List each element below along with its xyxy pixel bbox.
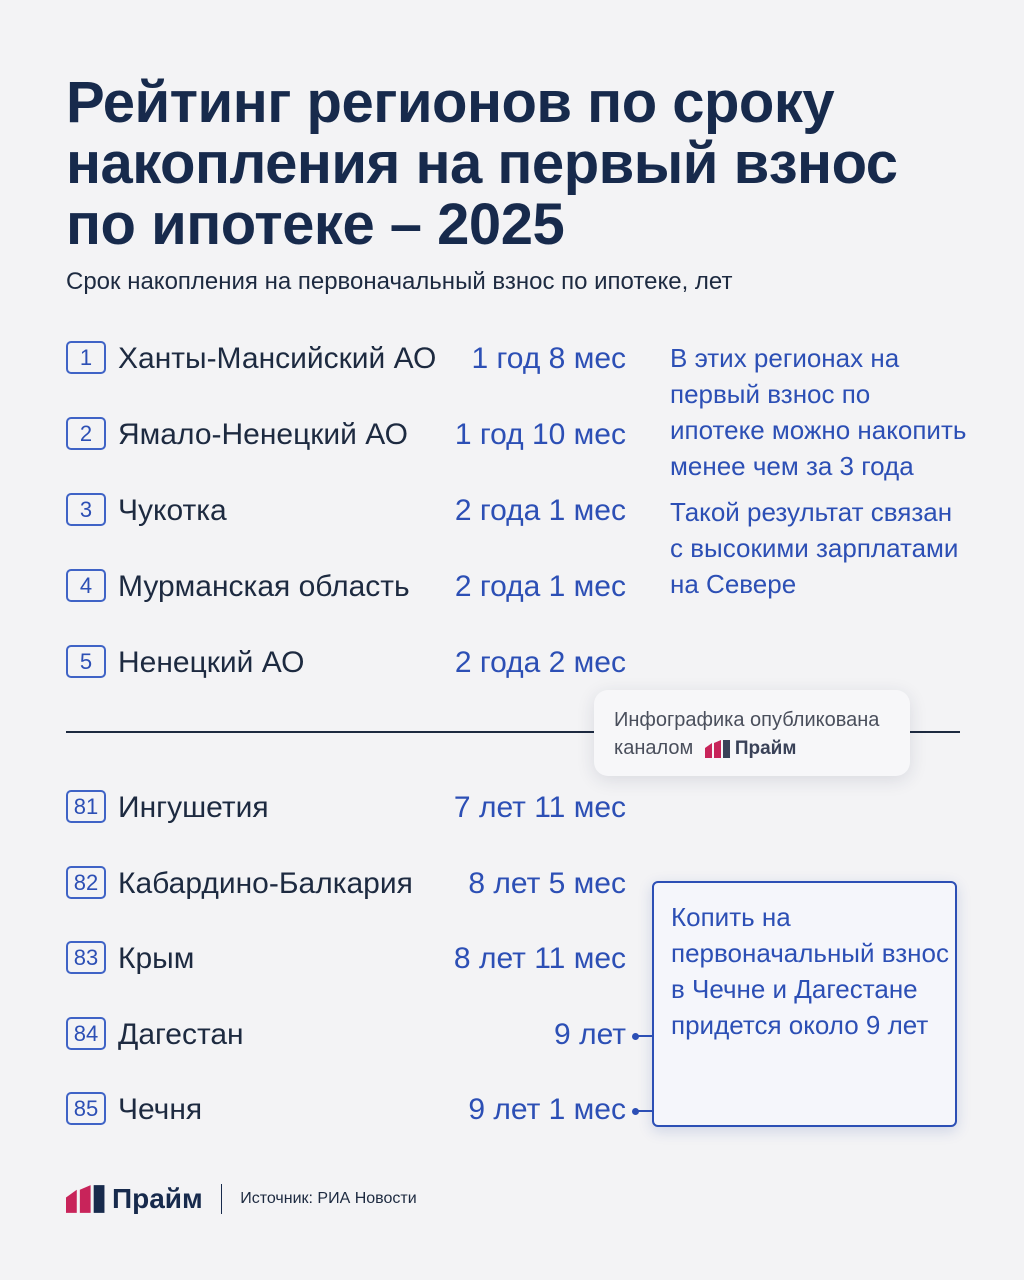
accumulation-period: 2 года 1 мес [454, 494, 626, 527]
accumulation-period: 1 год 8 мес [471, 342, 626, 375]
pub-card-line: Инфографика опубликована [614, 709, 880, 731]
ranking-row [66, 788, 626, 828]
region-name: Дагестан [118, 1017, 244, 1051]
region-name: Ямало-Ненецкий АО [118, 418, 408, 451]
note-paragraph: Такой результат связан с высокими зарплатами на Севере [670, 497, 959, 599]
rank-badge: 3 [66, 493, 106, 526]
pub-card-label: каналом [614, 737, 694, 759]
connector-line [637, 1035, 652, 1037]
rank-badge: 2 [66, 417, 106, 450]
ranking-row [66, 339, 626, 379]
accumulation-period: 9 лет [554, 1017, 626, 1051]
region-name: Мурманская область [118, 570, 410, 603]
top-regions-note [670, 340, 970, 612]
rank-badge: 1 [66, 341, 106, 374]
accumulation-period: 7 лет 11 мес [453, 791, 626, 824]
region-name: Ханты-Мансийский АО [118, 342, 437, 375]
accumulation-period: 9 лет 1 мес [468, 1093, 626, 1126]
prime-brand[interactable] [705, 735, 797, 763]
title-line: Рейтинг регионов по сроку [66, 70, 835, 135]
region-name: Кабардино-Балкария [118, 866, 413, 900]
connector-line [637, 1110, 652, 1112]
accumulation-period: 2 года 1 мес [454, 570, 626, 603]
accumulation-period: 8 лет 5 мес [468, 866, 626, 900]
prime-logo-icon [705, 740, 731, 758]
source-credit: Источник: РИА Новости [240, 1190, 417, 1207]
rank-badge: 4 [66, 569, 106, 602]
subtitle: Срок накопления на первоначальный взнос по ипотеке, лет [66, 268, 733, 295]
region-name: Крым [118, 942, 195, 975]
ranking-row [66, 491, 626, 531]
title-line: накопления на первый взнос [66, 131, 898, 196]
rank-badge: 5 [66, 645, 106, 678]
region-name: Ингушетия [118, 791, 269, 824]
note-paragraph: В этих регионах на первый взнос по ипотеке можно накопить менее чем за 3 года [670, 343, 967, 481]
rank-badge: 83 [66, 941, 106, 974]
footer-brand: Прайм [112, 1183, 203, 1214]
rank-badge: 85 [66, 1092, 106, 1125]
published-by-card [594, 690, 910, 776]
ranking-row [66, 567, 626, 607]
pub-card-line [614, 734, 910, 763]
rank-badge: 84 [66, 1017, 106, 1050]
accumulation-period: 8 лет 11 мес [453, 942, 626, 975]
accumulation-period: 2 года 2 мес [454, 646, 626, 679]
title-line: по ипотеке – 2025 [66, 192, 565, 257]
region-name: Чечня [118, 1093, 203, 1126]
ranking-row [66, 864, 626, 904]
ranking-row [66, 939, 626, 979]
footer [66, 1182, 417, 1216]
region-name: Чукотка [118, 494, 227, 527]
page-title [66, 72, 966, 255]
ranking-row [66, 1090, 626, 1130]
prime-logo-icon [66, 1185, 106, 1213]
footer-divider [221, 1184, 223, 1214]
ranking-row [66, 643, 626, 683]
accumulation-period: 1 год 10 мес [454, 418, 626, 451]
ranking-row [66, 415, 626, 455]
rank-badge: 81 [66, 790, 106, 823]
bottom-regions-note: Копить на первоначальный взнос в Чечне и Дагестане придется около 9 лет [652, 881, 957, 1127]
region-name: Ненецкий АО [118, 646, 305, 679]
brand-name: Прайм [734, 737, 797, 759]
rank-badge: 82 [66, 866, 106, 899]
ranking-row [66, 1015, 626, 1055]
